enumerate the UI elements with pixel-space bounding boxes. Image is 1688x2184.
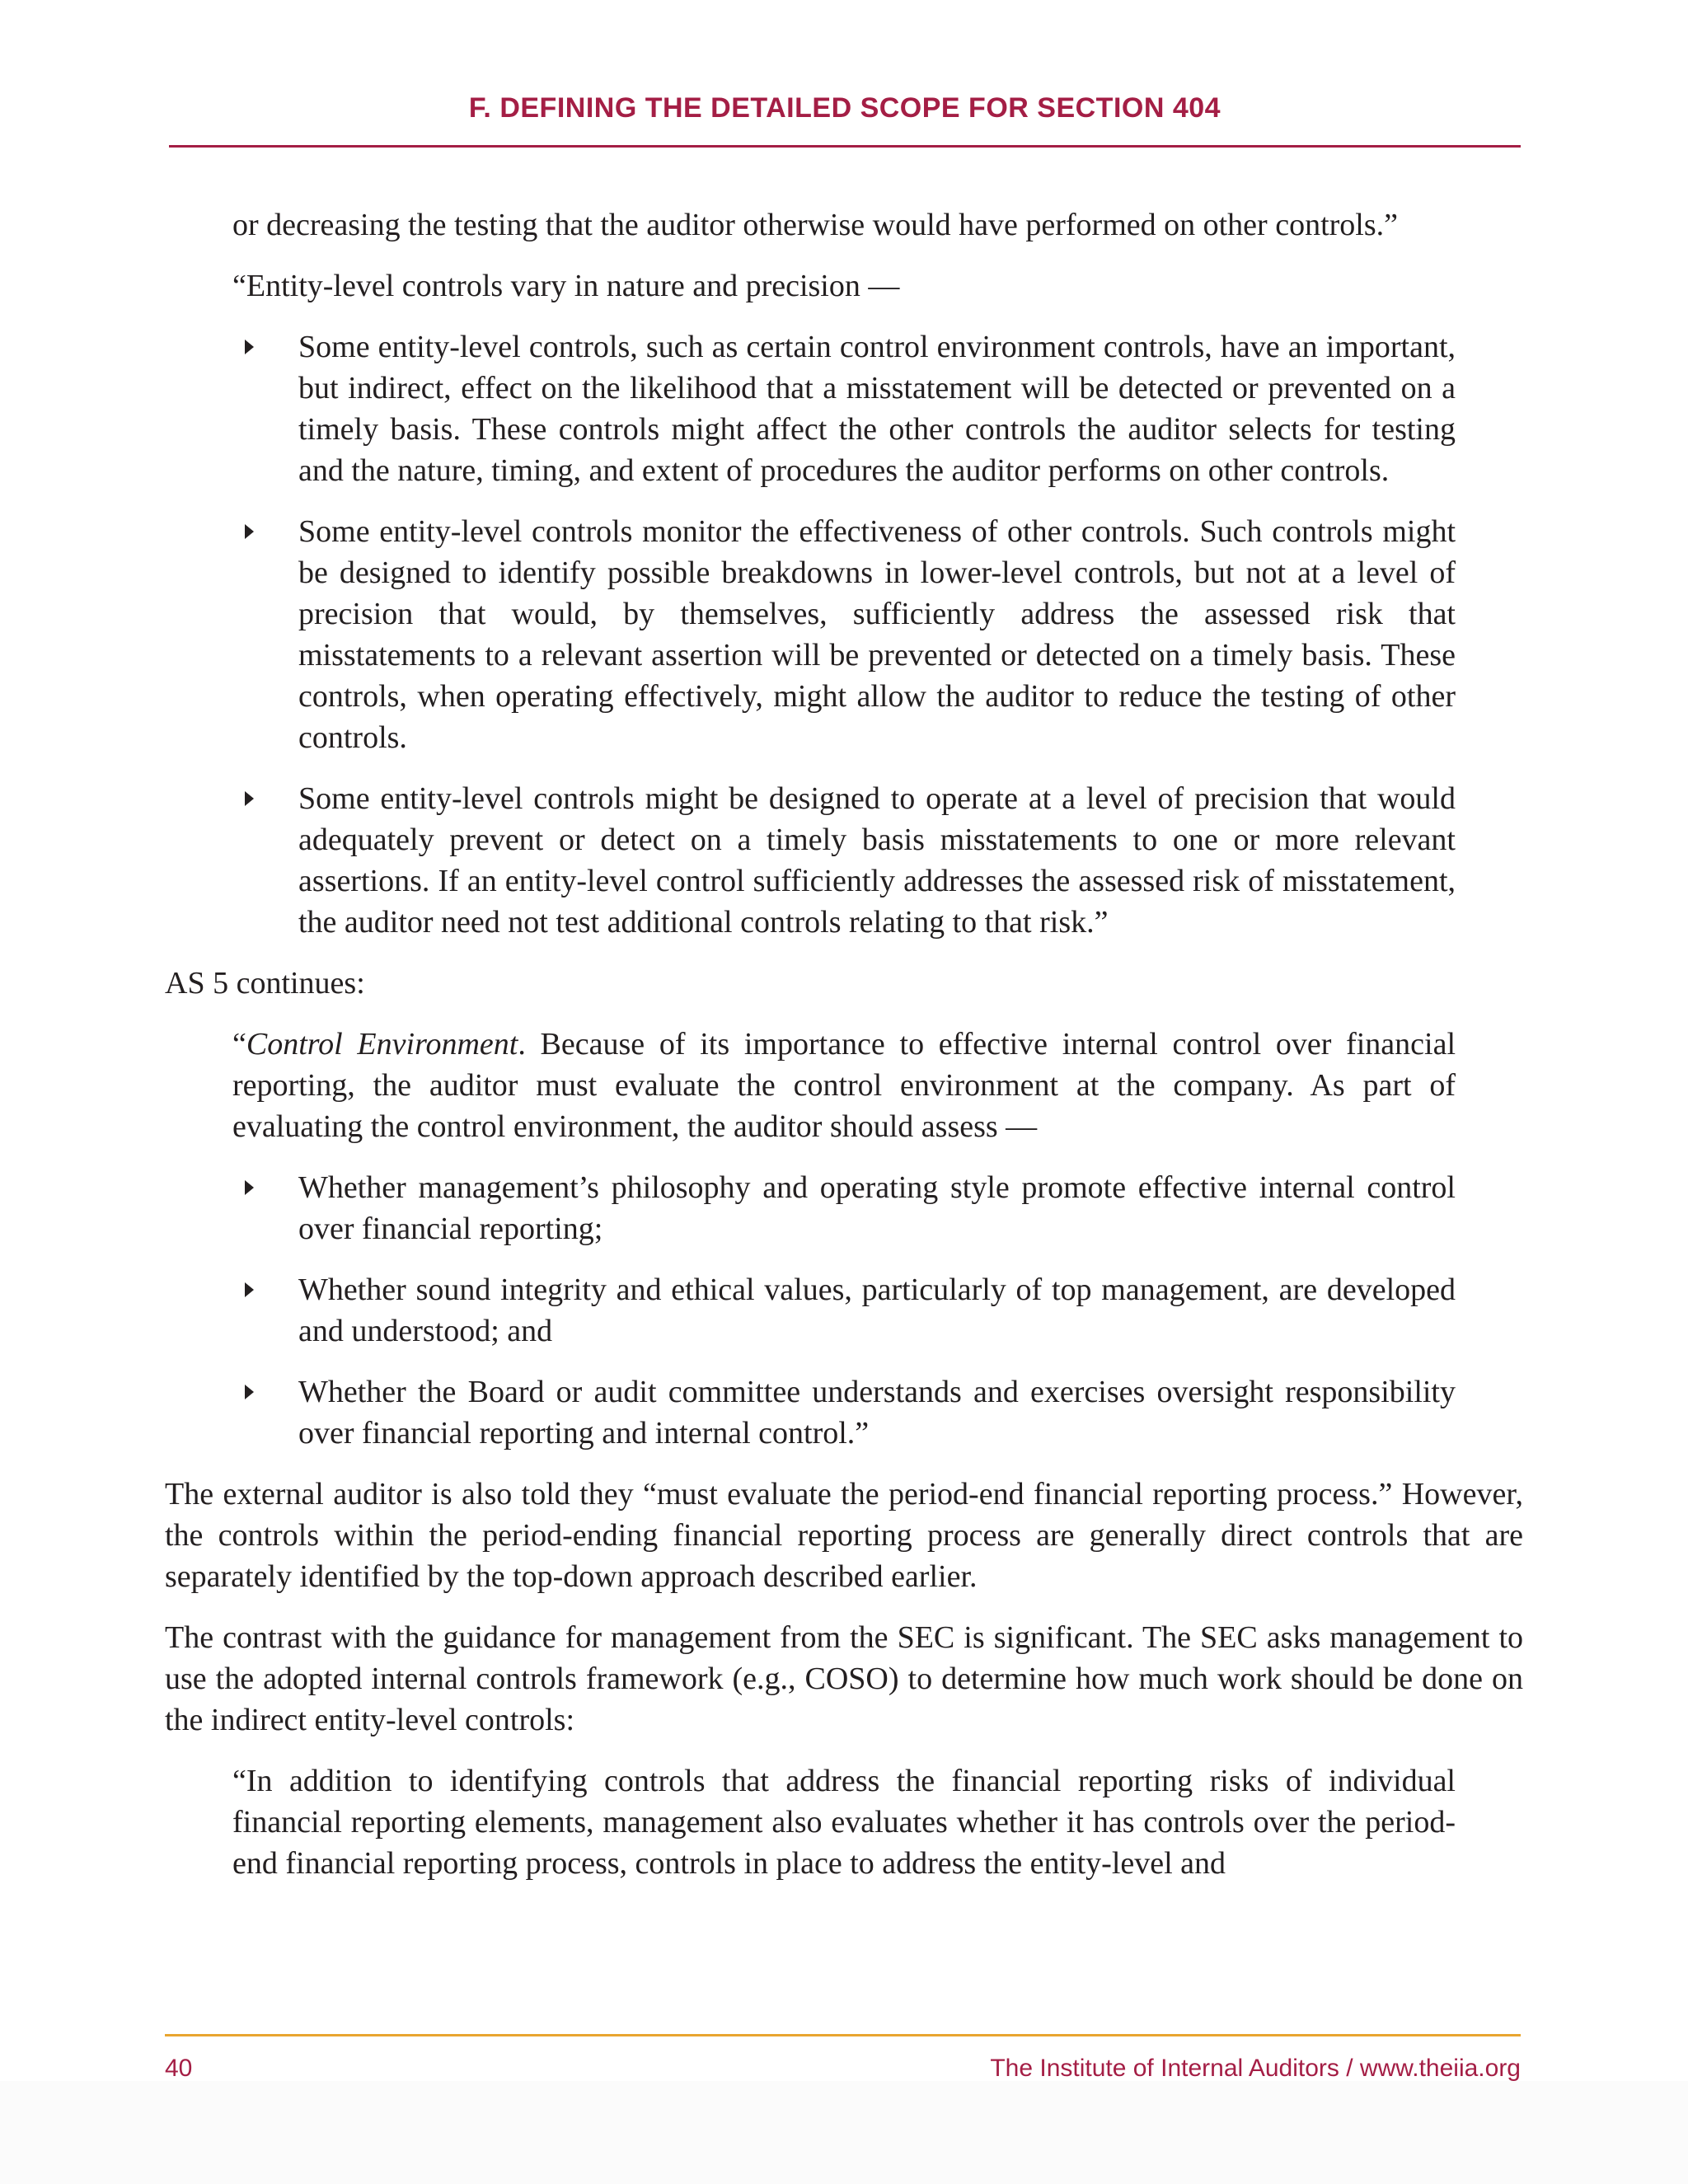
- triangle-bullet-icon: [245, 340, 254, 354]
- paragraph-as5-continues: AS 5 continues:: [165, 966, 365, 1001]
- paragraph-sec-quote: “In addition to identifying controls that address the financial reporting risks of individual financial reporting elements, management also evaluates whether it has controls over the period-end financial reporting process, controls in place to address the entity-level and: [232, 1764, 1456, 1881]
- control-environment-bullet-list: [232, 1167, 1456, 1454]
- paragraph-entity-level-intro: “Entity-level controls vary in nature and precision —: [232, 269, 900, 303]
- footer-rule: [165, 2034, 1521, 2036]
- triangle-bullet-icon: [245, 1282, 254, 1297]
- open-quote: “: [232, 1027, 246, 1062]
- publisher-credit: The Institute of Internal Auditors / www.theiia.org: [990, 2055, 1521, 2082]
- page-body: [165, 204, 1523, 1904]
- header-rule: [169, 145, 1521, 148]
- page-number: 40: [165, 2055, 193, 2082]
- entity-level-bullet-list: [232, 326, 1456, 943]
- paragraph-control-environment: [232, 1024, 1456, 1147]
- list-item-text: Whether the Board or audit committee understands and exercises oversight responsibility over financial reporting and internal control.”: [298, 1375, 1456, 1451]
- list-item: [232, 1269, 1456, 1352]
- list-item: [232, 326, 1456, 491]
- triangle-bullet-icon: [245, 524, 254, 539]
- footer-background: [0, 2081, 1688, 2184]
- list-item-text: Some entity-level controls might be designed to operate at a level of precision that would adequately prevent or detect on a timely basis misstatements to one or more relevant assertions. If an entity-level control sufficiently addresses the assessed risk of misstatement, the auditor need not test additional controls relating to that risk.”: [298, 781, 1456, 940]
- list-item-text: Some entity-level controls, such as certain control environment controls, have an important, but indirect, effect on the likelihood that a misstatement will be detected or prevented on a timely basis. These controls might affect the other controls the auditor selects for testing and the nature, timing, and extent of procedures the auditor performs on other controls.: [298, 330, 1456, 488]
- list-item: [232, 1167, 1456, 1249]
- list-item: [232, 511, 1456, 758]
- paragraph-continuation: or decreasing the testing that the auditor otherwise would have performed on other controls.”: [232, 208, 1398, 242]
- triangle-bullet-icon: [245, 1385, 254, 1399]
- list-item-text: Whether management’s philosophy and operating style promote effective internal control over financial reporting;: [298, 1170, 1456, 1246]
- paragraph-period-end: The external auditor is also told they “must evaluate the period-end financial reporting process.” However, the controls within the period-ending financial reporting process are generally direct controls that are separately identified by the top-down approach described earlier.: [165, 1477, 1523, 1594]
- triangle-bullet-icon: [245, 1180, 254, 1195]
- italic-term: Control Environment: [246, 1027, 518, 1062]
- list-item: [232, 1371, 1456, 1454]
- list-item-text: Whether sound integrity and ethical values, particularly of top management, are developed and understood; and: [298, 1272, 1456, 1348]
- list-item: [232, 778, 1456, 943]
- running-header: F. DEFINING THE DETAILED SCOPE FOR SECTION 404: [468, 92, 1221, 124]
- paragraph-sec-contrast: The contrast with the guidance for management from the SEC is significant. The SEC asks management to use the adopted internal controls framework (e.g., COSO) to determine how much work should be done on the indirect entity-level controls:: [165, 1620, 1523, 1737]
- triangle-bullet-icon: [245, 791, 254, 806]
- list-item-text: Some entity-level controls monitor the effectiveness of other controls. Such controls might be designed to identify possible breakdowns in lower-level controls, but not at a level of precision that would, by themselves, sufficiently address the assessed risk that misstatements to a relevant assertion will be prevented or detected on a timely basis. These controls, when operating effectively, might allow the auditor to reduce the testing of other controls.: [298, 514, 1456, 755]
- paragraph-text: . Because of its importance to effective internal control over financial reporting, the auditor must evaluate the control environment at the company. As part of evaluating the control environment, the auditor should assess —: [232, 1027, 1456, 1144]
